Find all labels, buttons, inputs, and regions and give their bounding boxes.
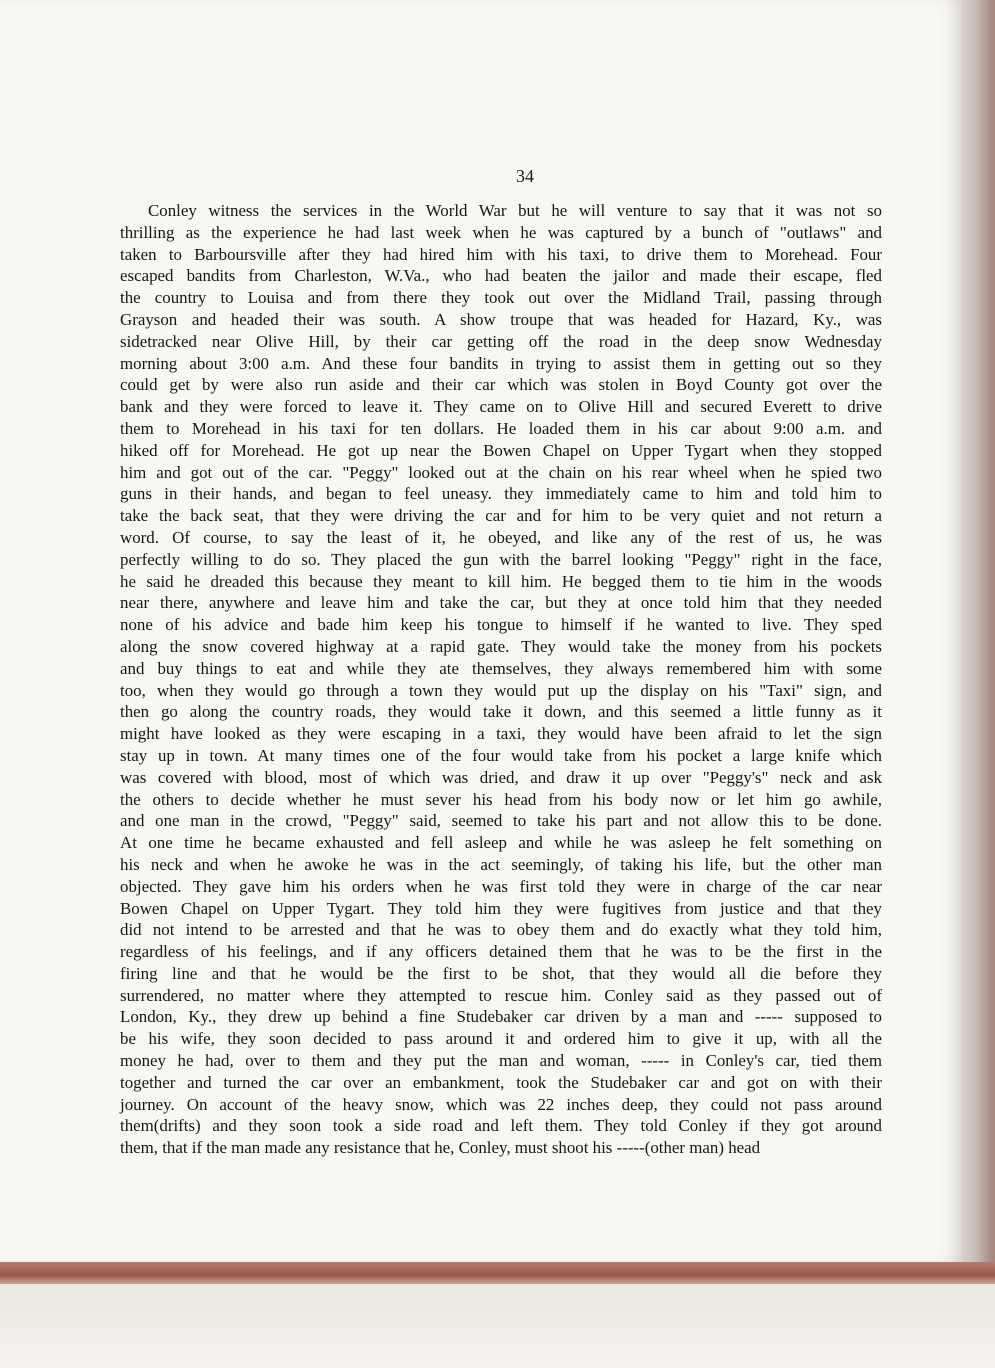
text-line: them to Morehead in his taxi for ten dollars. He loaded them in his car about 9:00 a.m. and xyxy=(120,418,882,438)
text-line: be his wife, they soon decided to pass around it and ordered him to give it up, with all the xyxy=(120,1029,882,1049)
text-line: could get by were also run aside and their car which was stolen in Boyd County got over the xyxy=(120,375,882,395)
text-line: firing line and that he would be the first to be shot, that they would all die before they xyxy=(120,963,882,983)
text-line: London, Ky., they drew up behind a fine Studebaker car driven by a man and ----- supposed to xyxy=(120,1007,882,1027)
text-line: them(drifts) and they soon took a side road and left them. They told Conley if they got around xyxy=(120,1116,882,1136)
text-line: the others to decide whether he must sever his head from his body now or let him go awhile, xyxy=(120,789,882,809)
text-line: Grayson and headed their was south. A show troupe that was headed for Hazard, Ky., was xyxy=(120,309,882,329)
text-line: none of his advice and bade him keep his tongue to himself if he wanted to live. They sped xyxy=(120,615,882,635)
text-line: did not intend to be arrested and that he was to obey them and do exactly what they told him, xyxy=(120,920,882,940)
text-line: money he had, over to them and they put the man and woman, ----- in Conley's car, tied them xyxy=(120,1051,882,1071)
text-line: perfectly willing to do so. They placed the gun with the barrel looking "Peggy" right in the face, xyxy=(120,549,882,569)
text-line: then go along the country roads, they would take it down, and this seemed a little funny as it xyxy=(120,702,882,722)
book-cover-edge-right xyxy=(961,0,995,1300)
book-cover-edge-bottom xyxy=(0,1262,995,1284)
text-line: take the back seat, that they were driving the car and for him to be very quiet and not return a xyxy=(120,506,882,526)
text-line: At one time he became exhausted and fell asleep and while he was asleep he felt something on xyxy=(120,833,882,853)
text-line: surrendered, no matter where they attempted to rescue him. Conley said as they passed out of xyxy=(120,985,882,1005)
text-line: together and turned the car over an embankment, took the Studebaker car and got on with their xyxy=(120,1072,882,1092)
text-line: might have looked as they were escaping in a taxi, they would have been afraid to let the sign xyxy=(120,724,882,744)
text-line: guns in their hands, and began to feel uneasy. they immediately came to him and told him to xyxy=(120,484,882,504)
page-number: 34 xyxy=(516,166,534,186)
text-line: and buy things to eat and while they ate themselves, they always remembered him with some xyxy=(120,658,882,678)
text-line: along the snow covered highway at a rapid gate. They would take the money from his pockets xyxy=(120,636,882,656)
text-line: him and got out of the car. "Peggy" looked out at the chain on his rear wheel when he spied two xyxy=(120,462,882,482)
text-line: morning about 3:00 a.m. And these four bandits in trying to assist them in getting out so they xyxy=(120,353,882,373)
text-line: regardless of his feelings, and if any officers detained them that he was to be the first in the xyxy=(120,942,882,962)
text-line: the country to Louisa and from there they took out over the Midland Trail, passing through xyxy=(120,288,882,308)
text-line: he said he dreaded this because they meant to kill him. He begged them to tie him in the woods xyxy=(120,571,882,591)
text-line: journey. On account of the heavy snow, which was 22 inches deep, they could not pass around xyxy=(120,1094,882,1114)
text-line: and one man in the crowd, "Peggy" said, seemed to take his part and not allow this to be done. xyxy=(120,811,882,831)
text-line: taken to Barboursville after they had hired him with his taxi, to drive them to Morehead. Four xyxy=(120,244,882,264)
text-line: near there, anywhere and leave him and take the car, but they at once told him that they needed xyxy=(120,593,882,613)
background-surface xyxy=(0,1284,995,1368)
text-line: too, when they would go through a town they would put up the display on his "Taxi" sign, and xyxy=(120,680,882,700)
body-text xyxy=(120,200,882,1159)
text-line: word. Of course, to say the least of it, he obeyed, and like any of the rest of us, he was xyxy=(120,527,882,547)
text-line: objected. They gave him his orders when he was first told they were in charge of the car near xyxy=(120,876,882,896)
text-line: thrilling as the experience he had last week when he was captured by a bunch of "outlaws" and xyxy=(120,222,882,242)
text-line: sidetracked near Olive Hill, by their car getting off the road in the deep snow Wednesday xyxy=(120,331,882,351)
text-line: bank and they were forced to leave it. They came on to Olive Hill and secured Everett to drive xyxy=(120,397,882,417)
text-line: them, that if the man made any resistance that he, Conley, must shoot his -----(other man) head xyxy=(120,1138,761,1158)
text-line: hiked off for Morehead. He got up near the Bowen Chapel on Upper Tygart when they stopped xyxy=(120,440,882,460)
text-line: Conley witness the services in the World War but he will venture to say that it was not so xyxy=(148,201,882,220)
text-line: stay up in town. At many times one of the four would take from his pocket a large knife which xyxy=(120,745,882,765)
text-line: escaped bandits from Charleston, W.Va., who had beaten the jailor and made their escape, fled xyxy=(120,266,882,286)
text-line: his neck and when he awoke he was in the act seemingly, of taking his life, but the other man xyxy=(120,854,882,874)
text-line: Bowen Chapel on Upper Tygart. They told him they were fugitives from justice and that they xyxy=(120,898,882,918)
text-line: was covered with blood, most of which was dried, and draw it up over "Peggy's" neck and ask xyxy=(120,767,882,787)
